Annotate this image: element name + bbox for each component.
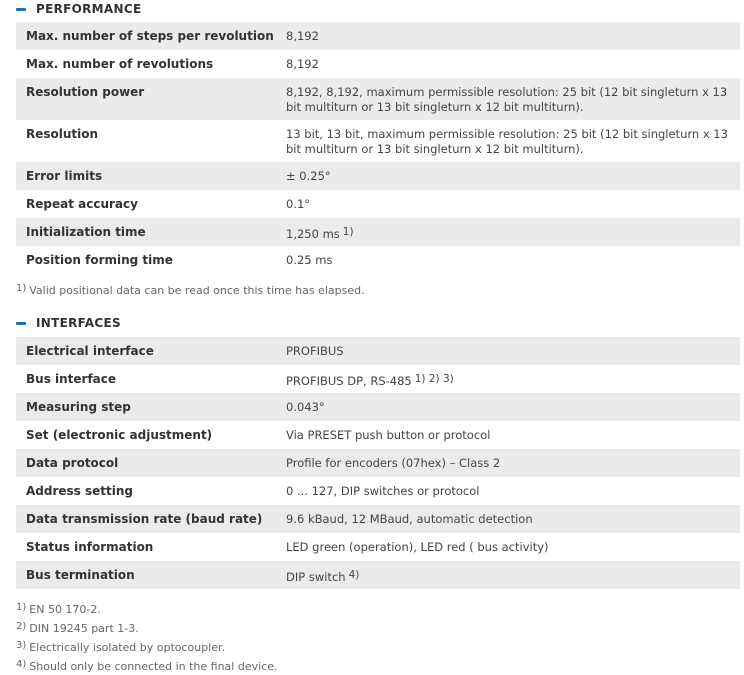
- spec-label: Max. number of steps per revolution: [16, 22, 278, 50]
- spec-value: 8,192, 8,192, maximum permissible resolution: 25 bit (12 bit singleturn x 13 bit multiturn or 13 bit singleturn x 12 bit multiturn).: [278, 78, 740, 120]
- table-row: [16, 533, 740, 561]
- spec-value: PROFIBUS DP, RS-485 $^{1) 2) 3)}$: [278, 365, 740, 393]
- spec-value: 0.1°: [278, 190, 740, 218]
- spec-value: 0.25 ms: [278, 246, 740, 274]
- performance-section-header[interactable]: [16, 0, 744, 18]
- spec-value: 8,192: [278, 22, 740, 50]
- spec-label: Electrical interface: [16, 337, 278, 365]
- spec-value: 1,250 ms $^{1)}$: [278, 218, 740, 246]
- table-row: [16, 78, 740, 120]
- table-row: [16, 120, 740, 162]
- spec-label: Initialization time: [16, 218, 278, 246]
- interfaces-table: [16, 337, 740, 589]
- spec-label: Position forming time: [16, 246, 278, 274]
- interfaces-section-header[interactable]: [16, 314, 744, 332]
- spec-label: Measuring step: [16, 393, 278, 421]
- table-row: [16, 421, 740, 449]
- footnote-ref: 1) 2) 3): [414, 373, 454, 385]
- footnote: $^{1)}$ Valid positional data can be read once this time has elapsed.: [16, 283, 365, 297]
- table-row: [16, 393, 740, 421]
- spec-value: Profile for encoders (07hex) – Class 2: [278, 449, 740, 477]
- spec-label: Bus interface: [16, 365, 278, 393]
- footnote-ref: 1): [342, 226, 354, 238]
- spec-value: LED green (operation), LED red ( bus activity): [278, 533, 740, 561]
- table-row: [16, 505, 740, 533]
- table-row: [16, 246, 740, 274]
- table-row: [16, 50, 740, 78]
- spec-value: DIP switch $^{4)}$: [278, 561, 740, 589]
- footnote-ref: 4): [348, 569, 360, 581]
- table-row: [16, 218, 740, 246]
- spec-label: Status information: [16, 533, 278, 561]
- interfaces-footnotes: [16, 599, 744, 675]
- table-row: [16, 477, 740, 505]
- spec-label: Bus termination: [16, 561, 278, 589]
- table-row: [16, 190, 740, 218]
- performance-footnotes: [16, 280, 744, 299]
- collapse-minus-icon[interactable]: [16, 322, 26, 325]
- table-row: [16, 162, 740, 190]
- spec-value: PROFIBUS: [278, 337, 740, 365]
- spec-label: Data transmission rate (baud rate): [16, 505, 278, 533]
- footnote: $^{1)}$ EN 50 170-2.: [16, 602, 101, 616]
- table-row: [16, 449, 740, 477]
- table-row: [16, 337, 740, 365]
- spec-value: 0 ... 127, DIP switches or protocol: [278, 477, 740, 505]
- footnote: $^{4)}$ Should only be connected in the final device.: [16, 659, 278, 673]
- spec-value: ± 0.25°: [278, 162, 740, 190]
- spec-value: 13 bit, 13 bit, maximum permissible resolution: 25 bit (12 bit singleturn x 13 bit multiturn or 13 bit singleturn x 12 bit multiturn).: [278, 120, 740, 162]
- spec-label: Max. number of revolutions: [16, 50, 278, 78]
- spec-value: 9.6 kBaud, 12 MBaud, automatic detection: [278, 505, 740, 533]
- spec-value: 8,192: [278, 50, 740, 78]
- footnote: $^{3)}$ Electrically isolated by optocoupler.: [16, 640, 226, 654]
- spec-label: Error limits: [16, 162, 278, 190]
- performance-table: [16, 22, 740, 274]
- interfaces-title: INTERFACES: [36, 316, 121, 330]
- performance-title: PERFORMANCE: [36, 2, 142, 16]
- spec-label: Resolution power: [16, 78, 278, 120]
- spec-value: 0.043°: [278, 393, 740, 421]
- spec-label: Resolution: [16, 120, 278, 162]
- table-row: [16, 22, 740, 50]
- spec-label: Address setting: [16, 477, 278, 505]
- table-row: [16, 365, 740, 393]
- collapse-minus-icon[interactable]: [16, 8, 26, 11]
- spec-value: Via PRESET push button or protocol: [278, 421, 740, 449]
- table-row: [16, 561, 740, 589]
- spec-label: Data protocol: [16, 449, 278, 477]
- footnote: $^{2)}$ DIN 19245 part 1-3.: [16, 621, 139, 635]
- spec-label: Set (electronic adjustment): [16, 421, 278, 449]
- spec-label: Repeat accuracy: [16, 190, 278, 218]
